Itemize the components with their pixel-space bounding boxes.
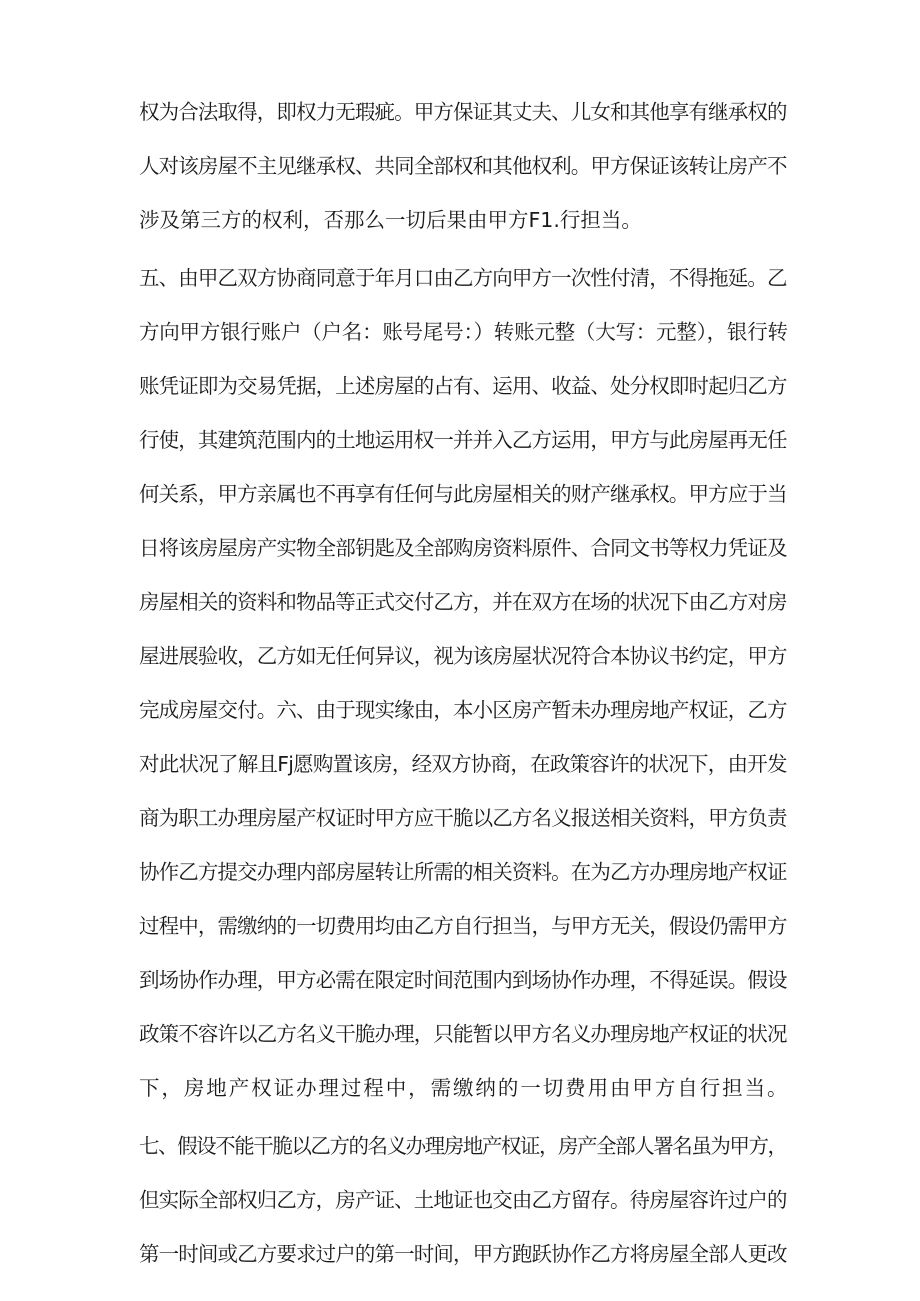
text-line: 下，房地产权证办理过程中，需缴纳的一切费用由甲方自行担当。 <box>139 1076 790 1100</box>
text-line: 何关系，甲方亲属也不再享有任何与此房屋相关的财产继承权。甲方应于当 <box>139 482 787 506</box>
text-line: 商为职工办理房屋产权证时甲方应干脆以乙方名义报送相关资料，甲方负责 <box>139 806 787 830</box>
text-line: 完成房屋交付。六、由于现实缘由，本小区房产暂未办理房地产权证，乙方 <box>139 698 787 722</box>
text-line: 政策不容许以乙方名义干脆办理，只能暂以甲方名义办理房地产权证的状况 <box>139 1022 787 1046</box>
text-line: 第一时间或乙方要求过户的第一时间，甲方跑跃协作乙方将房屋全部人更改 <box>139 1242 787 1266</box>
text-line: 房屋相关的资料和物品等正式交付乙方，并在双方在场的状况下由乙方对房 <box>139 590 787 614</box>
text-line: 七、假设不能干脆以乙方的名义办理房地产权证，房产全部人署名虽为甲方， <box>139 1134 787 1158</box>
text-line: 方向甲方银行账户（户名：账号尾号：）转账元整（大写：元整），银行转 <box>139 320 788 344</box>
text-line: 账凭证即为交易凭据，上述房屋的占有、运用、收益、处分权即时起归乙方 <box>139 374 787 398</box>
text-line: 对此状况了解且Fj愿购置该房，经双方协商，在政策容许的状况下，由开发 <box>139 752 787 776</box>
text-line: 日将该房屋房产实物全部钥匙及全部购房资料原件、合同文书等权力凭证及 <box>139 536 787 560</box>
text-line: 过程中，需缴纳的一切费用均由乙方自行担当，与甲方无关，假设仍需甲方 <box>139 914 787 938</box>
text-line: 但实际全部权归乙方，房产证、土地证也交由乙方留存。待房屋容许过户的 <box>139 1188 787 1212</box>
text-line: 人对该房屋不主见继承权、共同全部权和其他权利。甲方保证该转让房产不 <box>139 154 787 178</box>
text-line: 行使，其建筑范围内的土地运用权一并并入乙方运用，甲方与此房屋再无任 <box>139 428 787 452</box>
text-line: 协作乙方提交办理内部房屋转让所需的相关资料。在为乙方办理房地产权证 <box>139 860 787 884</box>
text-line: 到场协作办理，甲方必需在限定时间范围内到场协作办理，不得延误。假设 <box>139 968 787 992</box>
text-line: 五、由甲乙双方协商同意于年月口由乙方向甲方一次性付清，不得拖延。乙 <box>139 266 787 290</box>
text-line: 权为合法取得，即权力无瑕疵。甲方保证其丈夫、儿女和其他享有继承权的 <box>139 100 787 124</box>
text-line: 屋进展验收，乙方如无任何异议，视为该房屋状况符合本协议书约定，甲方 <box>139 644 787 668</box>
text-line: 涉及第三方的权利，否那么一切后果由甲方F1.行担当。 <box>139 208 642 232</box>
